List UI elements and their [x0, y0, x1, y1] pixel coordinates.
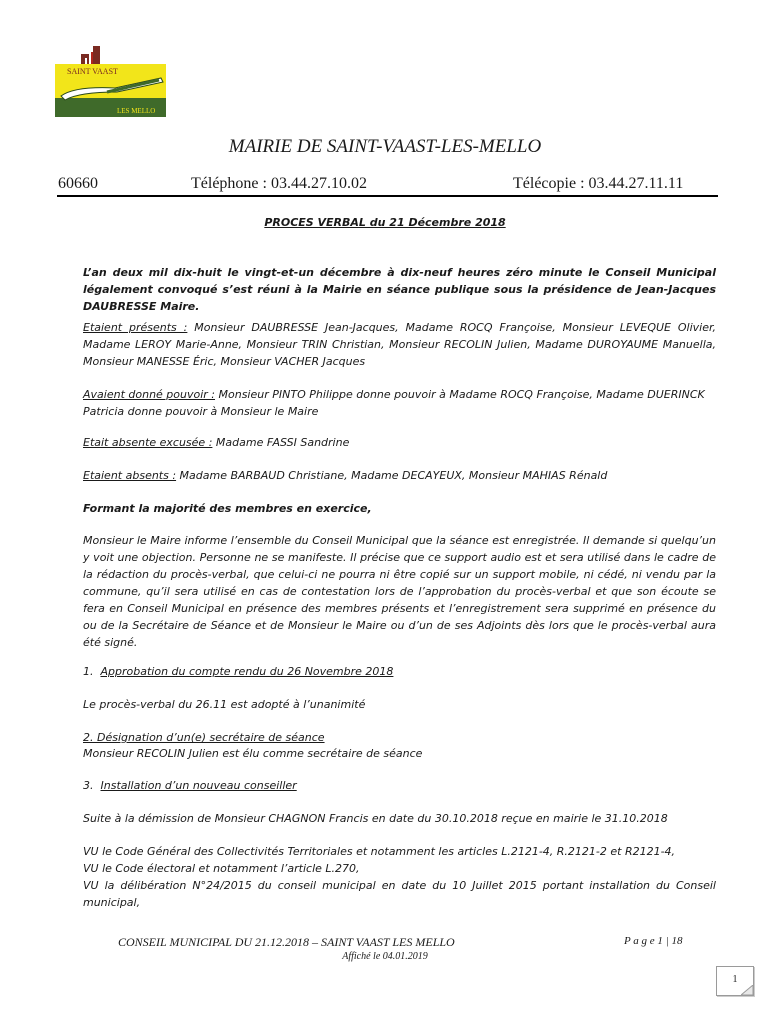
absents-label: Etaient absents : — [83, 469, 177, 482]
presents-text: Monsieur DAUBRESSE Jean-Jacques, Madame ROCQ Françoise, Monsieur LEVEQUE Olivier, Madame LEROY Marie-Anne, Monsieur TRIN Christian, Monsieur RECOLIN Julien, Madame DUROYAUME Manuella, Monsieur MANESSE Éric, Monsieur VACHER Jacques — [83, 321, 716, 368]
vu-item: VU le Code électoral et notamment l’article L.270, — [83, 862, 360, 875]
majorite-text: Formant la majorité des membres en exercice, — [83, 502, 372, 515]
pouvoir-label: Avaient donné pouvoir : — [83, 388, 216, 401]
section2-title: 2. Désignation d’un(e) secrétaire de séance — [83, 731, 325, 744]
vu-item: VU la délibération N°24/2015 du conseil municipal en date du 10 Juillet 2015 portant installation du Conseil municipal, — [83, 879, 716, 909]
footer-page-number — [624, 935, 682, 947]
page-current: 1 — [657, 935, 663, 947]
excusee-paragraph — [83, 434, 716, 451]
mairie-title: MAIRIE DE SAINT-VAAST-LES-MELLO — [228, 136, 542, 157]
page-box — [716, 966, 754, 996]
section1-number: 1. — [83, 665, 94, 678]
page-prefix: P a g e — [624, 935, 655, 947]
intro-paragraph: L’an deux mil dix-huit le vingt-et-un décembre à dix-neuf heures zéro minute le Conseil Municipal légalement convoqué s’est réuni à la Mairie en séance publique sous la présidence de Jean-Jacques DAUBRESSE Maire. — [83, 266, 716, 313]
page-box-number: 1 — [732, 974, 738, 985]
pouvoir-text: Monsieur PINTO Philippe donne pouvoir à Madame ROCQ Françoise, Madame DUERINCK Patricia donne pouvoir à Monsieur le Maire — [83, 388, 705, 418]
footer-council: CONSEIL MUNICIPAL DU 21.12.2018 – SAINT VAAST LES MELLO — [118, 935, 455, 949]
page-separator: | — [665, 935, 669, 947]
page-total: 18 — [671, 935, 683, 947]
section2-text: Monsieur RECOLIN Julien est élu comme secrétaire de séance — [83, 747, 423, 760]
excusee-text: Madame FASSI Sandrine — [212, 436, 350, 449]
vu-item: VU le Code Général des Collectivités Territoriales et notamment les articles L.2121-4, R.2121-2 et R2121-4, — [83, 845, 676, 858]
absents-text: Madame BARBAUD Christiane, Madame DECAYEUX, Monsieur MAHIAS Rénald — [176, 469, 608, 482]
footer-affiche: Affiché le 04.01.2019 — [342, 951, 428, 962]
section3-heading — [83, 777, 297, 794]
presents-paragraph — [83, 319, 716, 370]
header-rule — [57, 195, 718, 197]
logo — [55, 44, 166, 117]
section3-title: Installation d’un nouveau conseiller — [100, 779, 297, 792]
section3-text: Suite à la démission de Monsieur CHAGNON Francis en date du 30.10.2018 reçue en mairie le 31.10.2018 — [83, 812, 668, 825]
presents-label: Etaient présents : — [83, 321, 188, 334]
vu-list — [83, 843, 716, 911]
section3-number: 3. — [83, 779, 94, 792]
section1-title: Approbation du compte rendu du 26 Novembre 2018 — [100, 665, 394, 678]
logo-bottom-text: LES MELLO — [117, 107, 156, 115]
enregistrement-paragraph: Monsieur le Maire informe l’ensemble du Conseil Municipal que la séance est enregistrée. Il demande si quelqu’un y voit une objection. Personne ne se manifeste. Il précise que ce support audio est et sera utilisé dans le cadre de la rédaction du procès-verbal, que celui-ci ne pourra ni être copié sur un support mobile, ni cédé, ni vendu par la commune, qu’il sera utilisé en cas de contestation lors de l’approbation du procès-verbal et que son écoute se fera en Conseil Municipal en présence des membres présents et l’enregistrement sera supprimé en présence du ou de la Secrétaire de Séance et de Monsieur le Maire ou d’un de ses Adjoints dès lors que le procès-verbal aura été signé. — [83, 534, 716, 649]
logo-top-text: SAINT VAAST — [67, 67, 118, 76]
page-fold-icon — [741, 985, 753, 995]
logo-image — [55, 44, 166, 117]
excusee-label: Etait absente excusée : — [83, 436, 213, 449]
pouvoir-paragraph — [83, 386, 716, 420]
doc-title: PROCES VERBAL du 21 Décembre 2018 — [264, 216, 506, 229]
postcode: 60660 — [58, 175, 98, 192]
fax: Télécopie : 03.44.27.11.11 — [513, 175, 684, 192]
section1-text: Le procès-verbal du 26.11 est adopté à l’unanimité — [83, 698, 366, 711]
absents-paragraph — [83, 467, 716, 484]
section1-heading — [83, 663, 393, 680]
phone: Téléphone : 03.44.27.10.02 — [191, 175, 367, 192]
